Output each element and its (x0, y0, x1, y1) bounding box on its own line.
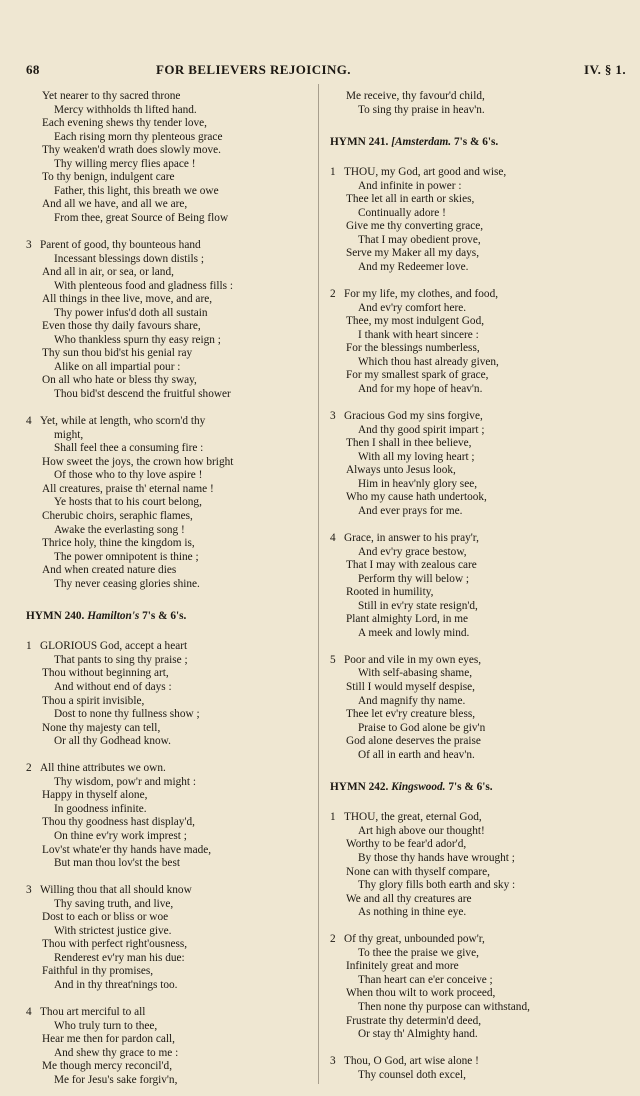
hymn-line: Father, this light, this breath we owe (54, 184, 219, 197)
hymn-line: And ev'ry comfort here. (358, 301, 467, 314)
verse-number: 1 (330, 811, 336, 824)
verse-first-line (330, 811, 630, 825)
hymn-line: A meek and lowly mind. (358, 626, 470, 639)
verse-first-line (330, 166, 630, 180)
stanza-gap (330, 117, 630, 131)
hymn-line: Rooted in humility, (346, 586, 434, 599)
hymn-line: Thy weaken'd wrath does slowly move. (42, 144, 221, 157)
hymn-line: Renderest ev'ry man his due: (54, 951, 185, 964)
hymn-line: For the blessings numberless, (346, 342, 480, 355)
stanza-gap (330, 762, 630, 776)
hymn-line: In goodness infinite. (54, 802, 147, 815)
hymn-line: To thee the praise we give, (358, 946, 479, 959)
verse-number: 4 (26, 415, 32, 428)
section-marker: IV. § 1. (584, 62, 626, 77)
verse-text: Willing thou that all should know (40, 884, 192, 897)
hymn-line: With plenteous food and gladness fills : (54, 279, 234, 292)
hymn-line: Frustrate thy determin'd deed, (346, 1014, 482, 1027)
hymn-line: And without end of days : (54, 680, 172, 693)
hymn-line: Thee let all in earth or skies, (346, 193, 475, 206)
hymn-line: We and all thy creatures are (346, 892, 472, 905)
hymn-line: Or all thy Godhead know. (54, 735, 171, 748)
hymn-line: And thy good spirit impart ; (358, 423, 485, 436)
hymn-line: Than heart can e'er conceive ; (358, 973, 493, 986)
verse-number: 1 (26, 640, 32, 653)
verse-text: Grace, in answer to his pray'r, (344, 531, 479, 544)
left-column (26, 90, 308, 1087)
hymn-line: Hear me then for pardon call, (42, 1033, 175, 1046)
page-number: 68 (26, 62, 40, 77)
hymn-line: With self-abasing shame, (358, 667, 473, 680)
verse-number: 1 (330, 166, 336, 179)
column-divider (318, 84, 319, 1084)
verse-text: Poor and vile in my own eyes, (344, 653, 482, 666)
hymn-line: Who truly turn to thee, (54, 1019, 158, 1032)
hymn-line: Each rising morn thy plenteous grace (54, 130, 223, 143)
verse-number: 2 (330, 933, 336, 946)
hymn-line: Perform thy will below ; (358, 572, 470, 585)
verse-number: 3 (330, 1055, 336, 1068)
hymn-line: Which thou hast already given, (358, 355, 499, 368)
verse-first-line (26, 884, 308, 898)
hymn-line: Who my cause hath undertook, (346, 491, 487, 504)
stanza-gap (26, 749, 308, 763)
hymn-line: And my Redeemer love. (358, 261, 469, 274)
hymn-line: That I may with zealous care (346, 559, 477, 572)
hymn-line: Cherubic choirs, seraphic flames, (42, 509, 193, 522)
verse-first-line (26, 1006, 308, 1020)
hymn-line: From thee, great Source of Being flow (54, 211, 229, 224)
hymn-line: Awake the everlasting song ! (54, 523, 185, 536)
verse-first-line (330, 532, 630, 546)
verse-number: 4 (26, 1006, 32, 1019)
hymn-line: Thee let ev'ry creature bless, (346, 708, 476, 721)
hymn-line: Each evening shews thy tender love, (42, 117, 208, 130)
hymn-line: Dost to each or bliss or woe (42, 911, 169, 924)
verse-number: 3 (26, 239, 32, 252)
hymn-line: Thy never ceasing glories shine. (54, 577, 200, 590)
hymn-line: Thy glory fills both earth and sky : (358, 879, 516, 892)
hymn-line: All creatures, praise th' eternal name ! (42, 482, 214, 495)
hymn-line: Of those who to thy love aspire ! (54, 469, 203, 482)
verse-first-line (26, 415, 308, 429)
hymn-line: To sing thy praise in heav'n. (358, 103, 485, 116)
hymn-line: Me receive, thy favour'd child, (346, 90, 485, 102)
verse-text: Thou, O God, art wise alone ! (344, 1055, 479, 1068)
hymn-heading (330, 131, 630, 153)
hymn-line: Still I would myself despise, (346, 680, 475, 693)
hymn-meter: 7's & 6's. (451, 135, 499, 148)
hymn-line: The power omnipotent is thine ; (54, 550, 199, 563)
hymn-line: How sweet the joys, the crown how bright (42, 455, 234, 468)
hymn-heading (330, 776, 630, 798)
hymn-line: And ev'ry grace bestow, (358, 545, 467, 558)
hymn-line: None thy majesty can tell, (42, 721, 161, 734)
hymn-line: Worthy to be fear'd ador'd, (346, 838, 467, 851)
hymn-tune: Hamilton's (84, 609, 140, 622)
stanza-gap (26, 591, 308, 605)
hymn-line: Yet nearer to thy sacred throne (42, 90, 181, 102)
hymn-line: Alike on all impartial pour : (54, 360, 181, 373)
verse-text: Yet, while at length, who scorn'd thy (40, 415, 206, 428)
hymn-line: Who thankless spurn thy easy reign ; (54, 333, 221, 346)
hymn-line: Me though mercy reconcil'd, (42, 1060, 173, 1073)
hymn-line: Continually adore ! (358, 206, 446, 219)
hymn-line: And when created nature dies (42, 564, 177, 577)
verse-first-line (330, 933, 630, 947)
verse-first-line (26, 239, 308, 253)
hymn-line: Dost to none thy fullness show ; (54, 708, 200, 721)
hymn-line: Incessant blessings down distils ; (54, 252, 204, 265)
hymn-line: Always unto Jesus look, (346, 464, 456, 477)
verse-text: Parent of good, thy bounteous hand (40, 239, 201, 252)
stanza-gap (330, 920, 630, 934)
verse-text: Gracious God my sins forgive, (344, 410, 483, 423)
stanza-gap (26, 871, 308, 885)
hymn-line: Praise to God alone be giv'n (358, 721, 486, 734)
hymn-line: And all in air, or sea, or land, (42, 266, 174, 279)
stanza-gap (330, 153, 630, 167)
hymn-number: HYMN 242. (330, 780, 389, 793)
hymn-line: God alone deserves the praise (346, 735, 481, 748)
hymn-line: Serve my Maker all my days, (346, 247, 480, 260)
hymn-meter: 7's & 6's. (445, 780, 493, 793)
verse-number: 3 (330, 410, 336, 423)
verse-number: 4 (330, 531, 336, 544)
hymn-line: None can with thyself compare, (346, 865, 490, 878)
verse-text: Thou art merciful to all (40, 1006, 146, 1019)
hymn-line: Happy in thyself alone, (42, 789, 148, 802)
hymn-line: Thy saving truth, and live, (54, 897, 174, 910)
verse-text: All thine attributes we own. (40, 762, 166, 775)
hymn-line: Thy wisdom, pow'r and might : (54, 775, 196, 788)
hymn-line: Art high above our thought! (358, 824, 485, 837)
hymn-line: might, (54, 428, 84, 441)
verse-number: 5 (330, 653, 336, 666)
hymn-line: Of all in earth and heav'n. (358, 748, 475, 761)
stanza-gap (330, 396, 630, 410)
hymn-line: That pants to sing thy praise ; (54, 653, 188, 666)
verse-first-line (330, 654, 630, 668)
verse-text: THOU, the great, eternal God, (344, 811, 482, 824)
verse-text: THOU, my God, art good and wise, (344, 166, 507, 179)
hymn-line: Still in ev'ry state resign'd, (358, 599, 478, 612)
hymn-line: With all my loving heart ; (358, 450, 475, 463)
hymn-number: HYMN 240. (26, 609, 85, 622)
hymn-line: And all we have, and all we are, (42, 198, 188, 211)
hymn-line: Thrice holy, thine the kingdom is, (42, 537, 195, 550)
stanza-gap (26, 627, 308, 641)
hymn-line: And ever prays for me. (358, 504, 463, 517)
stanza-gap (330, 798, 630, 812)
verse-text: GLORIOUS God, accept a heart (40, 640, 188, 653)
stanza-gap (330, 1042, 630, 1056)
hymn-heading (26, 605, 308, 627)
hymn-line: Even those thy daily favours share, (42, 320, 201, 333)
verse-number: 3 (26, 884, 32, 897)
stanza-gap (330, 518, 630, 532)
hymn-line: For my smallest spark of grace, (346, 369, 489, 382)
hymn-line: As nothing in thine eye. (358, 906, 467, 919)
verse-first-line (330, 288, 630, 302)
hymn-line: Thy counsel doth excel, (358, 1068, 466, 1081)
hymn-line: Plant almighty Lord, in me (346, 613, 469, 626)
hymn-line: Thou thy goodness hast display'd, (42, 816, 195, 829)
hymn-line: Give me thy converting grace, (346, 220, 484, 233)
hymn-line: With strictest justice give. (54, 924, 172, 937)
verse-number: 2 (330, 288, 336, 301)
verse-first-line (26, 640, 308, 654)
verse-number: 2 (26, 762, 32, 775)
hymn-line: Then I shall in thee believe, (346, 437, 472, 450)
hymn-line: Faithful in thy promises, (42, 965, 154, 978)
hymn-line: Thy power infus'd doth all sustain (54, 306, 208, 319)
hymn-line: That I may obedient prove, (358, 233, 481, 246)
hymn-line: Then none thy purpose can withstand, (358, 1001, 530, 1013)
stanza-gap (26, 993, 308, 1007)
running-header (26, 62, 626, 80)
hymn-line: Thou bid'st descend the fruitful shower (54, 388, 231, 401)
hymn-meter: 7's & 6's. (139, 609, 187, 622)
hymn-line: Me for Jesu's sake forgiv'n, (54, 1073, 178, 1086)
hymn-line: Thou a spirit invisible, (42, 694, 145, 707)
stanza-gap (26, 225, 308, 239)
hymn-line: Thou with perfect right'ousness, (42, 938, 188, 951)
hymn-line: Thou without beginning art, (42, 667, 169, 680)
hymn-line: But man thou lov'st the best (54, 857, 180, 870)
hymn-line: All things in thee live, move, and are, (42, 293, 213, 306)
verse-text: For my life, my clothes, and food, (344, 288, 499, 301)
running-title: FOR BELIEVERS REJOICING. (156, 62, 351, 77)
hymn-line: And in thy threat'nings too. (54, 979, 178, 991)
hymn-line: I thank with heart sincere : (358, 328, 479, 341)
hymn-line: And for my hope of heav'n. (358, 382, 483, 395)
hymn-line: And magnify thy name. (358, 694, 466, 707)
hymn-number: HYMN 241. (330, 135, 389, 148)
hymn-line: When thou wilt to work proceed, (346, 987, 496, 1000)
hymn-line: And shew thy grace to me : (54, 1046, 179, 1059)
verse-first-line (330, 1055, 630, 1069)
hymn-line: On all who hate or bless thy sway, (42, 374, 197, 387)
right-column (330, 90, 630, 1082)
verse-text: Of thy great, unbounded pow'r, (344, 933, 485, 946)
hymn-line: Infinitely great and more (346, 960, 459, 973)
stanza-gap (26, 402, 308, 416)
hymn-line: Lov'st whate'er thy hands have made, (42, 843, 212, 856)
stanza-gap (330, 275, 630, 289)
hymn-line: To thy benign, indulgent care (42, 171, 175, 184)
hymn-line: On thine ev'ry work imprest ; (54, 829, 187, 842)
hymn-line: Or stay th' Almighty hand. (358, 1028, 478, 1041)
hymn-line: Mercy withholds th lifted hand. (54, 103, 197, 116)
hymn-line: Him in heav'nly glory see, (358, 477, 478, 490)
hymn-tune: Kingswood. (388, 780, 446, 793)
hymn-tune: [Amsterdam. (388, 135, 452, 148)
hymn-line: Thy sun thou bid'st his genial ray (42, 347, 193, 360)
verse-first-line (330, 410, 630, 424)
hymn-line: Thee, my most indulgent God, (346, 315, 485, 328)
hymn-line: Thy willing mercy flies apace ! (54, 157, 196, 170)
hymn-line: And infinite in power : (358, 179, 462, 192)
hymn-line: Shall feel thee a consuming fire : (54, 442, 204, 455)
verse-first-line (26, 762, 308, 776)
hymn-line: By those thy hands have wrought ; (358, 851, 515, 864)
stanza-gap (330, 640, 630, 654)
hymn-line: Ye hosts that to his court belong, (54, 496, 202, 509)
